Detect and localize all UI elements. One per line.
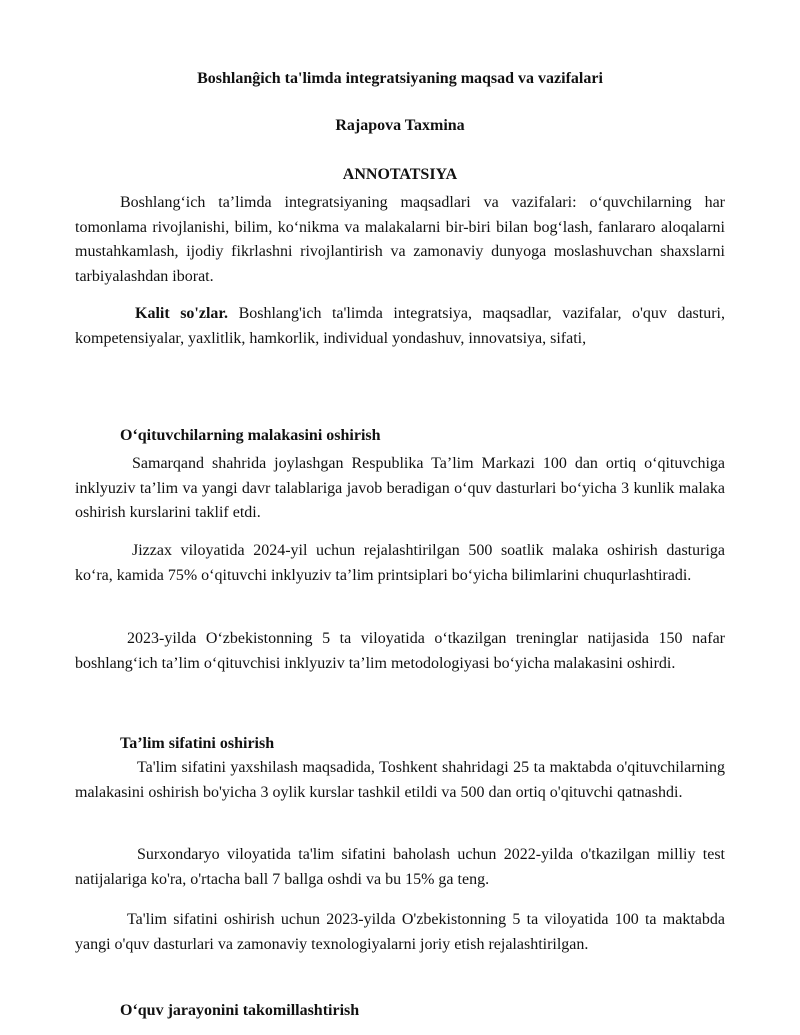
section-paragraph: Ta'lim sifatini oshirish uchun 2023-yilda O'zbekistonning 5 ta viloyatida 100 ta maktabda yangi o'quv dasturlari va zamonaviy texnologiyalarni joriy etish rejalashtirilgan. — [75, 911, 725, 953]
keywords-text: Boshlang'ich ta'limda integratsiya, maqsadlar, vazifalar, o'quv dasturi, kompetensiyalar, yaxlitlik, hamkorlik, individual yondashuv, innovatsiya, sifati, — [75, 305, 725, 347]
section-paragraph: Samarqand shahrida joylashgan Respublika Ta’lim Markazi 100 dan ortiq o‘qituvchiga inklyuziv ta’lim va yangi davr talablariga javob beradigan o‘quv dasturlari bo‘yicha 3 kunlik malaka oshirish kurslarini taklif etdi. — [75, 455, 725, 521]
section-heading-teacher-qualification: O‘qituvchilarning malakasini oshirish — [120, 427, 381, 444]
section-paragraph: Ta'lim sifatini yaxshilash maqsadida, Toshkent shahridagi 25 ta maktabda o'qituvchilarning malakasini oshirish bo'yicha 3 oylik kurslar tashkil etildi va 500 dan ortiq o'qituvchi qatnashdi. — [75, 759, 725, 801]
keywords-paragraph — [75, 302, 725, 351]
annotation-heading: ANNOTATSIYA — [342, 166, 458, 183]
section-paragraph: 2023-yilda O‘zbekistonning 5 ta viloyatida o‘tkazilgan treninglar natijasida 150 nafar boshlang‘ich ta’lim o‘qituvchisi inklyuziv ta’lim metodologiyasi bo‘yicha malakasini oshirdi. — [75, 630, 725, 672]
section-heading-education-quality: Ta’lim sifatini oshirish — [120, 735, 275, 752]
abstract-paragraph: Boshlang‘ich ta’limda integratsiyaning maqsadlari va vazifalari: o‘quvchilarning har tomonlama rivojlanishi, bilim, ko‘nikma va malakalarni bir-biri bilan bog‘lash, fanlararo aloqalarni mustahkamlash, ijodiy fikrlashni rivojlantirish va zamonaviy dunyoga moslashuvchan shaxslarni tarbiyalashdan iborat. — [75, 194, 725, 285]
section-paragraph: Jizzax viloyatida 2024-yil uchun rejalashtirilgan 500 soatlik malaka oshirish dasturiga ko‘ra, kamida 75% o‘qituvchi inklyuziv ta’lim printsiplari bo‘yicha bilimlarini chuqurlashtiradi. — [75, 542, 725, 584]
keywords-label: Kalit so'zlar. — [135, 305, 229, 322]
section-paragraph: Surxondaryo viloyatida ta'lim sifatini baholash uchun 2022-yilda o'tkazilgan milliy test natijalariga ko'ra, o'rtacha ball 7 ballga oshdi va bu 15% ga teng. — [75, 846, 725, 888]
author-name: Rajapova Taxmina — [335, 117, 465, 134]
document-title: Boshlanĝich ta'limda integratsiyaning maqsad va vazifalari — [197, 70, 603, 87]
section-heading-learning-process: O‘quv jarayonini takomillashtirish — [120, 1002, 360, 1019]
